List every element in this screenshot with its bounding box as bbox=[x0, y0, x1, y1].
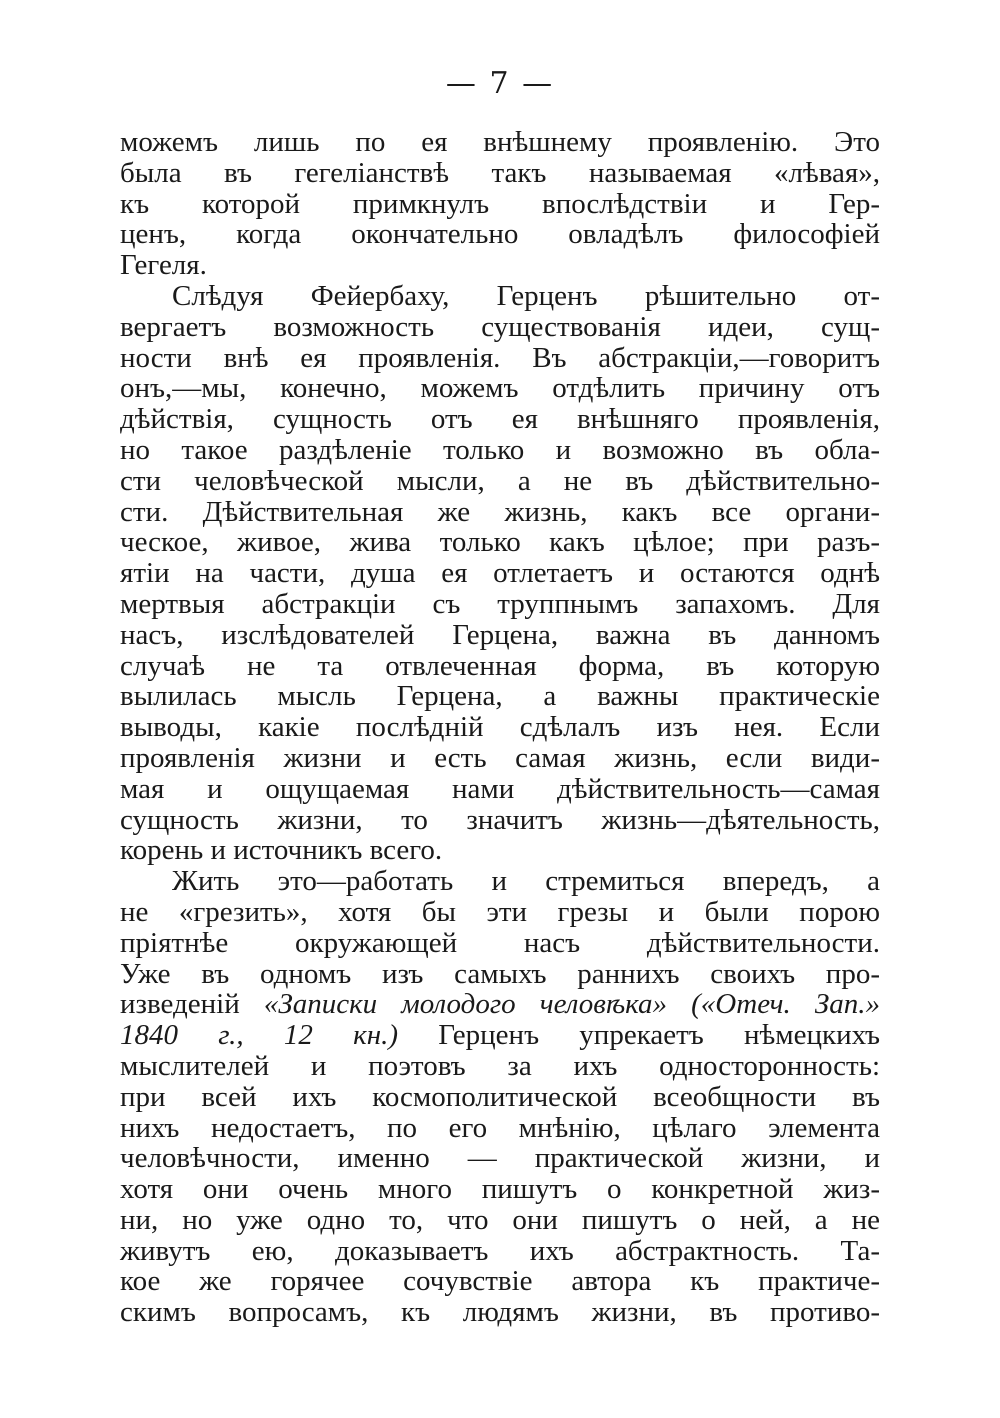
text-line: кое же горячее сочувствіе автора къ практиче- bbox=[120, 1265, 880, 1298]
page-number: — 7 — bbox=[445, 66, 555, 101]
text-line: корень и источникъ всего. bbox=[120, 834, 443, 867]
body-text bbox=[120, 127, 880, 1328]
text-line: проявленія жизни и есть самая жизнь, если види- bbox=[120, 741, 880, 774]
text-line: случаѣ не та отвлеченная форма, въ которую bbox=[120, 649, 880, 682]
text-line: дѣйствія, сущность отъ ея внѣшняго проявленія, bbox=[120, 403, 880, 436]
text-line bbox=[120, 1020, 880, 1051]
text-line: сущность жизни, то значитъ жизнь—дѣятельность, bbox=[120, 803, 880, 836]
text-line: живутъ ею, доказываетъ ихъ абстрактность. Та- bbox=[120, 1234, 880, 1267]
text-line: выводы, какіе послѣдній сдѣлалъ изъ нея. Если bbox=[120, 711, 880, 744]
text-line: ценъ, когда окончательно овладѣлъ философіей bbox=[120, 218, 880, 251]
text-fragment: Герценъ упрекаетъ нѣмецкихъ bbox=[438, 1019, 880, 1052]
text-line: сти. Дѣйствительная же жизнь, какъ все органи- bbox=[120, 495, 880, 528]
text-line: вылилась мысль Герцена, а важны практическіе bbox=[120, 680, 880, 713]
text-line: ятіи на части, душа ея отлетаетъ и остаются однѣ bbox=[120, 557, 880, 590]
text-line: при всей ихъ космополитической всеобщности въ bbox=[120, 1080, 880, 1113]
text-line: можемъ лишь по ея внѣшнему проявленію. Это bbox=[120, 126, 880, 158]
text-line: ни, но уже одно то, что они пишутъ о ней, а не bbox=[120, 1203, 880, 1236]
text-line: не «грезить», хотя бы эти грезы и были порою bbox=[120, 895, 880, 928]
text-line: ности внѣ ея проявленія. Въ абстракціи,—говоритъ bbox=[120, 341, 880, 374]
text-line: онъ,—мы, конечно, можемъ отдѣлить причину отъ bbox=[120, 372, 880, 405]
text-line: человѣчности, именно — практической жизни, и bbox=[120, 1142, 880, 1175]
text-line: мая и ощущаемая нами дѣйствительность—самая bbox=[120, 772, 880, 805]
text-fragment: изведеній bbox=[120, 988, 240, 1021]
text-line: нихъ недостаетъ, по его мнѣнію, цѣлаго элемента bbox=[120, 1111, 880, 1144]
text-line: Уже въ одномъ изъ самыхъ раннихъ своихъ про- bbox=[120, 957, 880, 990]
text-line: сти человѣческой мысли, а не въ дѣйствительно- bbox=[120, 464, 880, 497]
text-line: мыслителей и поэтовъ за ихъ односторонность: bbox=[120, 1049, 880, 1082]
italic-citation: «Записки молодого человѣка» («Отеч. Зап.» bbox=[263, 988, 880, 1021]
text-line: но такое раздѣленіе только и возможно въ обла- bbox=[120, 433, 880, 466]
text-line: ческое, живое, жива только какъ цѣлое; при разъ- bbox=[120, 526, 880, 559]
text-line: насъ, изслѣдователей Герцена, важна въ данномъ bbox=[120, 618, 880, 651]
text-line bbox=[120, 989, 880, 1020]
text-line: вергаетъ возможность существованія идеи, сущ- bbox=[120, 310, 880, 343]
text-line: Гегеля. bbox=[120, 249, 207, 282]
text-line: Жить это—работать и стремиться впередъ, а bbox=[172, 865, 880, 898]
text-line: Слѣдуя Фейербаху, Герценъ рѣшительно от- bbox=[172, 279, 880, 312]
text-line: къ которой примкнулъ впослѣдствіи и Гер- bbox=[120, 187, 880, 220]
text-line: хотя они очень много пишутъ о конкретной жиз- bbox=[120, 1173, 880, 1206]
italic-citation: 1840 г., 12 кн.) bbox=[120, 1019, 398, 1052]
text-line: была въ гегеліанствѣ такъ называемая «лѣвая», bbox=[120, 156, 880, 189]
text-line: мертвыя абстракціи съ труппнымъ запахомъ. Для bbox=[120, 587, 880, 620]
text-line: скимъ вопросамъ, къ людямъ жизни, въ противо- bbox=[120, 1296, 880, 1329]
text-line: пріятнѣе окружающей насъ дѣйствительности. bbox=[120, 926, 880, 959]
